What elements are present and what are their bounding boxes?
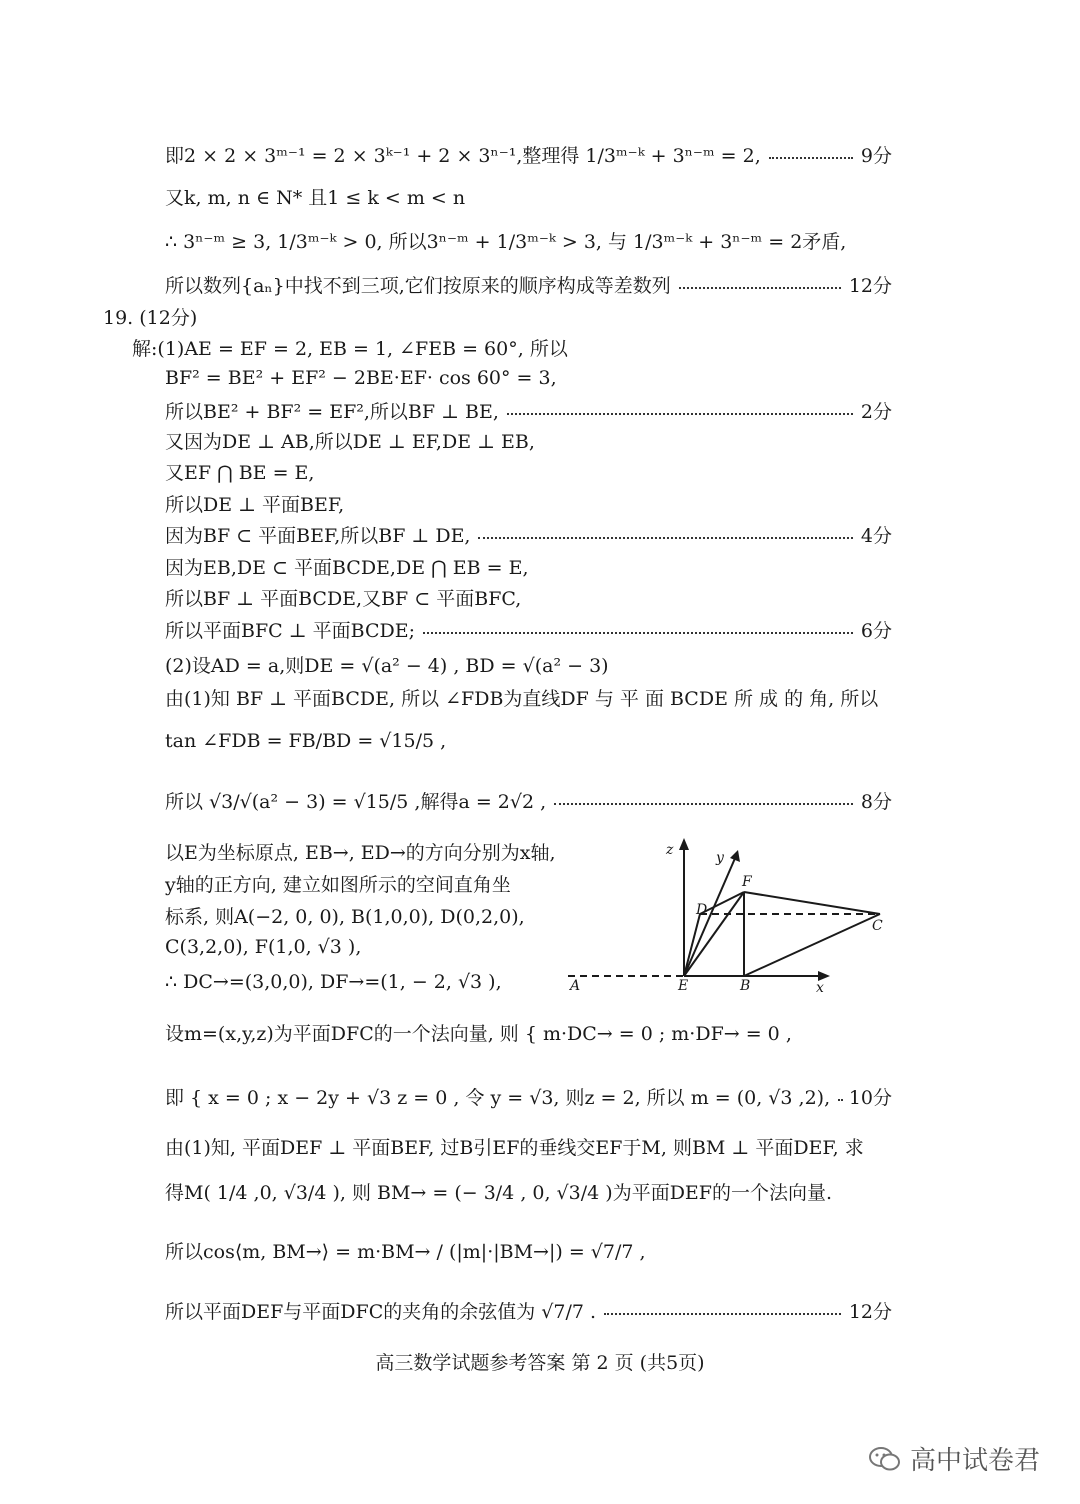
text-line: 所以 √3/√(a² − 3) = √15/5 ,解得a = 2√2 , 8分 [165, 784, 892, 816]
page-footer: 高三数学试题参考答案 第 2 页 (共5页) [375, 1352, 705, 1374]
text-line: 设m=(x,y,z)为平面DFC的一个法向量, 则 { m·DC→ = 0 ; m·DF→ = 0 , [165, 1022, 792, 1045]
coordinate-figure [560, 838, 890, 998]
text-line: 标系, 则A(−2, 0, 0), B(1,0,0), D(0,2,0), [165, 905, 525, 928]
text-line: 得M( 1/4 ,0, √3/4 ), 则 BM→ = (− 3/4 , 0, √3/4 )为平面DEF的一个法向量. [165, 1181, 833, 1204]
label-x: x [816, 980, 824, 996]
text-line: BF² = BE² + EF² − 2BE·EF· cos 60° = 3, [165, 367, 557, 389]
leader-dots [423, 632, 853, 634]
leader-dots [769, 157, 853, 159]
text-line: y轴的正方向, 建立如图所示的空间直角坐 [165, 873, 511, 896]
text-line: tan ∠FDB = FB/BD = √15/5 , [165, 730, 447, 752]
text-line: 以E为坐标原点, EB→, ED→的方向分别为x轴, [165, 841, 556, 864]
leader-dots [838, 1099, 841, 1101]
text-line: 所以数列{aₙ}中找不到三项,它们按原来的顺序构成等差数列 12分 [165, 268, 892, 300]
score: 10分 [848, 1086, 892, 1109]
leader-dots [554, 803, 853, 805]
text-line: ∴ DC→=(3,0,0), DF→=(1, − 2, √3 ), [165, 971, 502, 993]
text-line: 因为BF ⊂ 平面BEF,所以BF ⊥ DE, 4分 [165, 518, 892, 550]
wechat-icon [868, 1445, 902, 1473]
text-line: C(3,2,0), F(1,0, √3 ), [165, 936, 362, 958]
score: 2分 [860, 400, 892, 423]
text-line: (2)设AD = a,则DE = √(a² − 4) , BD = √(a² − 3) [165, 654, 609, 677]
question-number: 19. (12分) [103, 306, 198, 329]
text-line: 因为EB,DE ⊂ 平面BCDE,DE ⋂ EB = E, [165, 556, 529, 579]
text-line: 所以平面BFC ⊥ 平面BCDE; 6分 [165, 613, 892, 645]
score: 12分 [848, 1300, 892, 1323]
label-B: B [740, 978, 751, 994]
score: 9分 [860, 144, 892, 167]
label-D: D [696, 902, 708, 918]
y-axis [684, 856, 736, 976]
label-y: y [716, 850, 724, 866]
leader-dots [478, 537, 852, 539]
text-line: 解:(1)AE = EF = 2, EB = 1, ∠FEB = 60°, 所以 [132, 337, 568, 360]
text-line: 所以cos⟨m, BM→⟩ = m·BM→ / (|m|·|BM→|) = √7/7 , [165, 1240, 646, 1263]
text-line: 所以平面DEF与平面DFC的夹角的余弦值为 √7/7 . 12分 [165, 1294, 892, 1326]
leader-dots [604, 1313, 841, 1315]
text-line: 即 { x = 0 ; x − 2y + √3 z = 0 , 令 y = √3, 则z = 2, 所以 m = (0, √3 ,2), 10分 [165, 1080, 892, 1112]
label-C: C [872, 918, 883, 934]
leader-dots [507, 413, 853, 415]
text-line: 又EF ⋂ BE = E, [165, 461, 315, 484]
text-line: 所以BF ⊥ 平面BCDE,又BF ⊂ 平面BFC, [165, 587, 522, 610]
text-line: 又因为DE ⊥ AB,所以DE ⊥ EF,DE ⊥ EB, [165, 430, 535, 453]
text-line: 由(1)知, 平面DEF ⊥ 平面BEF, 过B引EF的垂线交EF于M, 则BM ⊥ 平面DEF, 求 [165, 1136, 864, 1159]
watermark [868, 1440, 1040, 1477]
text-line: 即2 × 2 × 3ᵐ⁻¹ = 2 × 3ᵏ⁻¹ + 2 × 3ⁿ⁻¹,整理得 1/3ᵐ⁻ᵏ + 3ⁿ⁻ᵐ = 2, 9分 [165, 138, 892, 170]
text-line: 又k, m, n ∈ N* 且1 ≤ k < m < n [165, 186, 466, 209]
score: 12分 [848, 274, 892, 297]
text-line: ∴ 3ⁿ⁻ᵐ ≥ 3, 1/3ᵐ⁻ᵏ > 0, 所以3ⁿ⁻ᵐ + 1/3ᵐ⁻ᵏ > 3, 与 1/3ᵐ⁻ᵏ + 3ⁿ⁻ᵐ = 2矛盾, [165, 230, 847, 253]
score: 6分 [860, 619, 892, 642]
label-E: E [678, 978, 689, 994]
leader-dots [679, 287, 841, 289]
score: 8分 [860, 790, 892, 813]
label-F: F [742, 874, 752, 890]
label-A: A [570, 978, 581, 994]
label-z: z [666, 842, 674, 858]
text-line: 由(1)知 BF ⊥ 平面BCDE, 所以 ∠FDB为直线DF 与 平 面 BCDE 所 成 的 角, 所以 [165, 687, 879, 710]
watermark-text: 高中试卷君 [909, 1446, 1040, 1476]
text-line: 所以BE² + BF² = EF²,所以BF ⊥ BE, 2分 [165, 394, 892, 426]
text-line: 所以DE ⊥ 平面BEF, [165, 493, 345, 516]
score: 4分 [860, 524, 892, 547]
